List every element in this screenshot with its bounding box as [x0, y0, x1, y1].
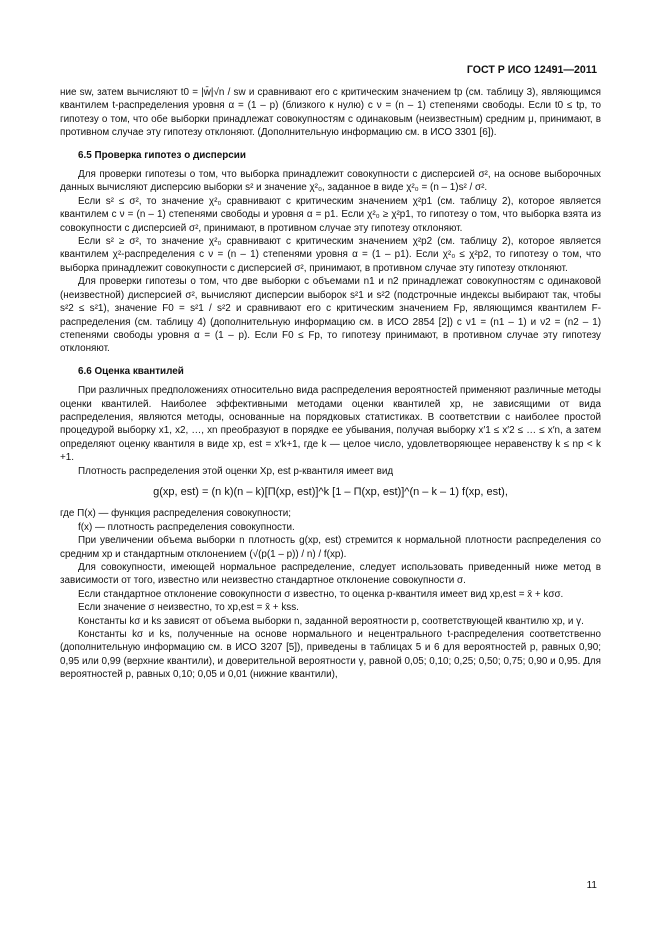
page-content	[60, 86, 601, 682]
section-6-5-paragraph-4: Для проверки гипотезы о том, что две выборки с объемами n1 и n2 принадлежат совокупностям с одинаковой (неизвестной) дисперсией σ², вычисляют дисперсии выборок s²1 и s²2 (подстрочные индексы выбирают так, чтобы s²2 ≤ s²1), значение F0 = s²1 / s²2 и сравнивают его с критическим значением Fp, являющимся квантилем F-распределения (см. таблицу 4) (дополнительную информацию см. в ИСО 2854 [2]) с ν1 = (n1 – 1) и ν2 = (n2 – 1) степенями свободы уровня α = (1 – p). Если F0 ≤ Fp, то гипотезу принимают, в противном случае эту гипотезу отклоняют.	[60, 276, 601, 355]
section-6-6-paragraph-8: Константы kσ и ks, полученные на основе нормального и нецентрального t-распределения соответственно (дополнительную информацию см. в ИСО 3207 [5]), приведены в таблицах 5 и 6 для вероятностей p, равных 0,90; 0,95 или 0,99 (верхние квантили), и доверительной вероятности γ, равной 0,05; 0,10; 0,25; 0,50; 0,75; 0,90 и 0,95. Для вероятностей p, равных 0,10; 0,05 и 0,01 (нижние квантили),	[60, 629, 601, 681]
section-6-6-paragraph-1: При различных предположениях относительно вида распределения вероятностей применяют различные методы оценки квантилей. Наиболее эффективными методами оценки квантилей xp, не зависящими от вида распределения, являются методы, основанные на порядковых статистиках. В соответствии с наиболее простой процедурой выборку x1, x2, …, xn преобразуют в порядке ее убывания, получая выборку x′1 ≤ x′2 ≤ … ≤ x′n, а затем определяют оценку квантиля в виде xp, est = x′k+1, где k — целое число, удовлетворяющее неравенству k ≤ np < k +1.	[60, 385, 601, 464]
section-6-5-paragraph-2: Если s² ≤ σ², то значение χ²₀ сравнивают с критическим значением χ²p1 (см. таблицу 2), которое является квантилем с ν = (n – 1) степенями свободы и уровня α = p1. Если χ²₀ ≥ χ²p1, то гипотезу о том, что выборка взята из совокупности с дисперсией σ², принимают, в противном случае эту гипотезу отклоняют.	[60, 195, 601, 234]
document-header: ГОСТ Р ИСО 12491—2011	[466, 64, 597, 76]
density-formula: g(xp, est) = (n k)(n – k)[Π(xp, est)]^k [1 – Π(xp, est)]^(n – k – 1) f(xp, est),	[153, 485, 508, 498]
section-6-6-title: 6.6 Оценка квантилей	[78, 365, 184, 377]
section-6-5-title: 6.5 Проверка гипотез о дисперсии	[78, 149, 246, 161]
section-6-6-paragraph-3: При увеличении объема выборки n плотность g(xp, est) стремится к нормальной плотности распределения со средним xp и стандартным отклонением (√(p(1 – p)) / n) / f(xp).	[60, 535, 601, 560]
page-number: 11	[586, 880, 597, 891]
formula-where-1: где Π(x) — функция распределения совокупности;	[60, 508, 291, 520]
section-6-6-paragraph-2: Плотность распределения этой оценки Xp, est p-квантиля имеет вид	[78, 465, 394, 477]
section-6-6-paragraph-5: Если стандартное отклонение совокупности σ известно, то оценка p-квантиля имеет вид xp,est = x̄ + kσσ.	[78, 588, 564, 600]
section-6-6-paragraph-7: Константы kσ и ks зависят от объема выборки n, заданной вероятности p, соответствующей квантилю xp, и γ.	[78, 615, 584, 627]
formula-where-2: f(x) — плотность распределения совокупности.	[78, 521, 295, 533]
intro-paragraph: ние sw, затем вычисляют t0 = |w̄|√n / sw и сравнивают его с критическим значением tp (см. таблицу 3), являющимся квантилем t-распределения уровня α = (1 – p) (близкого к нулю) с ν = (n – 1) степенями свободы. Если t0 ≤ tp, то гипотезу о том, что обе выборки принадлежат совокупностям с одинаковым (неизвестным) средним μ, принимают, в противном случае эту гипотезу отклоняют. (Дополнительную информацию см. в ИСО 3301 [6]).	[60, 87, 601, 139]
section-6-6-paragraph-6: Если значение σ неизвестно, то xp,est = x̄ + kss.	[78, 602, 299, 614]
section-6-5-paragraph-1: Для проверки гипотезы о том, что выборка принадлежит совокупности с дисперсией σ², на основе выборочных данных вычисляют дисперсию выборки s² и значение χ²₀, заданное в виде χ²₀ = (n – 1)s² / σ².	[60, 169, 601, 194]
section-6-6-paragraph-4: Для совокупности, имеющей нормальное распределение, следует использовать приведенный ниже метод в зависимости от того, известно или неизвестно стандартное отклонение совокупности σ.	[60, 562, 601, 587]
section-6-5-paragraph-3: Если s² ≥ σ², то значение χ²₀ сравнивают с критическим значением χ²p2 (см. таблицу 2), которое является квантилем χ²-распределения с ν = (n – 1) степенями уровня α = (1 – p1). Если χ²₀ ≤ χ²p2, то гипотезу о том, что выборка принадлежит совокупности с дисперсией σ², принимают, в противном случае эту гипотезу отклоняют.	[60, 236, 601, 274]
